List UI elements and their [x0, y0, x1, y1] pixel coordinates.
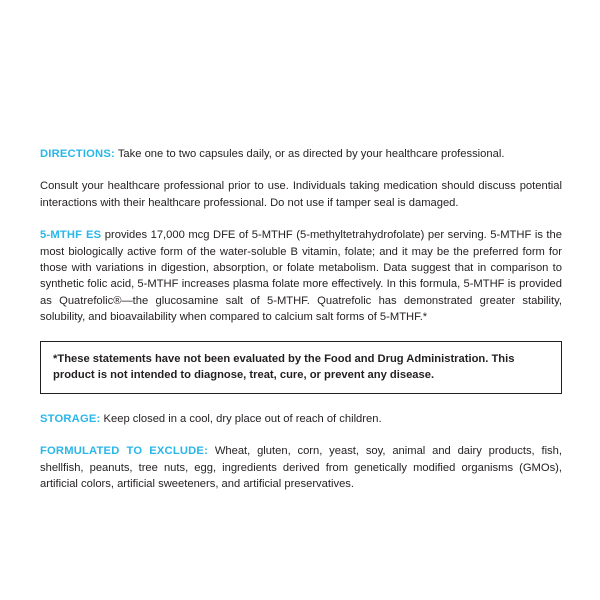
formulated-to-exclude-paragraph: [40, 443, 562, 492]
formulated-to-exclude-text: Wheat, gluten, corn, yeast, soy, animal and dairy products, fish, shellfish, peanuts, tree nuts, egg, ingredients derived from genetically modified organisms (GMOs), artificial colors, artificial sweeteners, and artificial preservatives.: [40, 445, 562, 491]
fda-disclaimer-text: *These statements have not been evaluated by the Food and Drug Administration. This product is not intended to diagnose, treat, cure, or prevent any disease.: [53, 352, 515, 381]
ingredient-paragraph: [40, 227, 562, 325]
directions-heading: DIRECTIONS:: [40, 148, 115, 160]
storage-paragraph: [40, 411, 562, 427]
consult-paragraph: Consult your healthcare professional prior to use. Individuals taking medication should discuss potential interactions with their healthcare professional. Do not use if tamper seal is damaged.: [40, 180, 562, 209]
formulated-to-exclude-heading: FORMULATED TO EXCLUDE:: [40, 445, 209, 458]
ingredient-text: provides 17,000 mcg DFE of 5-MTHF (5-methyltetrahydrofolate) per serving. 5-MTHF is the most biologically active form of the water-soluble B vitamin, folate; and it may be the preferred form for those with variations in digestion, absorption, or folate metabolism. Data suggest that in comparison to synthetic folic acid, 5-MTHF increases plasma folate more effectively. In this formula, 5-MTHF is provided as Quatrefolic®—the glucosamine salt of 5-MTHF. Quatrefolic has demonstrated greater stability, solubility, and bioavailability when compared to calcium salt forms of 5-MTHF.*: [40, 229, 562, 324]
directions-paragraph: [40, 146, 562, 162]
directions-text: Take one to two capsules daily, or as directed by your healthcare professional.: [114, 148, 505, 160]
storage-heading: STORAGE:: [40, 413, 101, 426]
fda-disclaimer-box: [40, 341, 562, 394]
storage-text: Keep closed in a cool, dry place out of reach of children.: [100, 413, 382, 426]
ingredient-heading: 5-MTHF ES: [40, 229, 102, 242]
